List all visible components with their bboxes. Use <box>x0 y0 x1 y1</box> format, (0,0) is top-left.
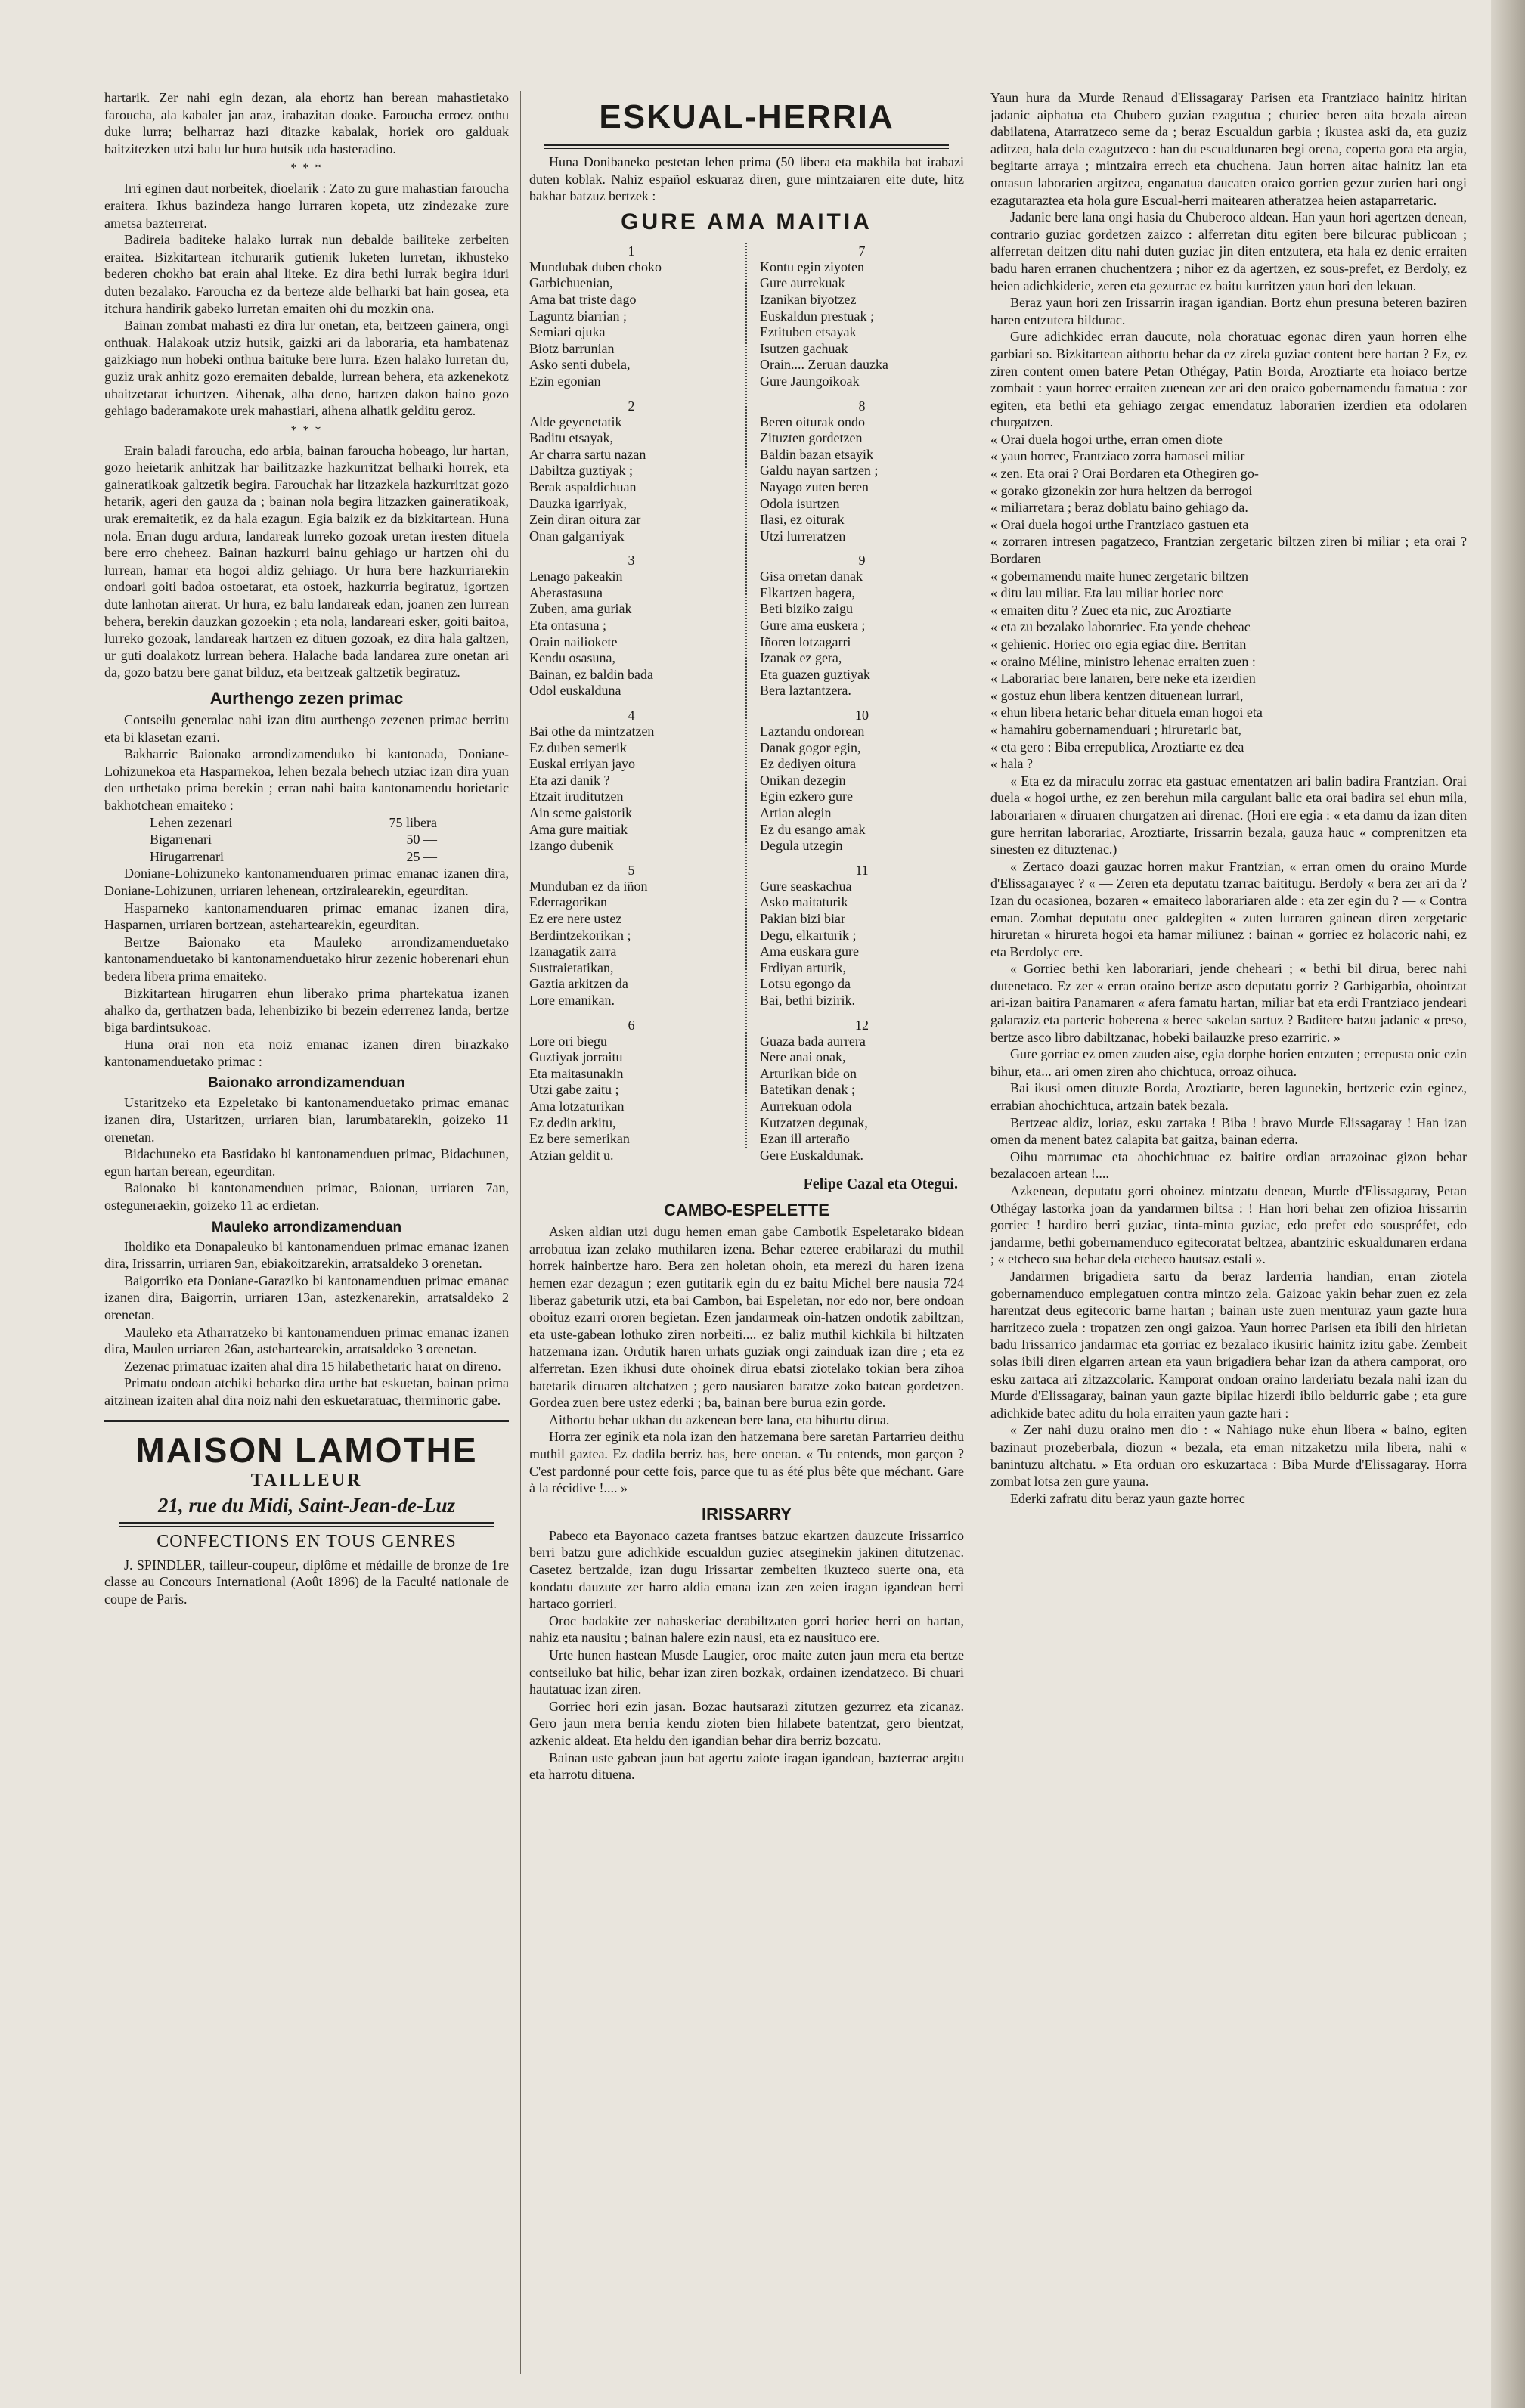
article-paragraph: Bakharric Baionako arrondizamenduko bi kantonada, Doniane-Lohizunekoa eta Hasparnekoa, lehen bezala behech utziac izan dira yuan den urthetako prima berekin ; erran nahi baita kantonamendu horietaric bakhotchean emaiteko : <box>104 746 509 813</box>
poem-stanza <box>529 398 733 545</box>
article-paragraph: Urte hunen hastean Musde Laugier, oroc maite zuten jaun mera eta bertze contseiluko bat hilic, behar izan ziren bozkak, ordainen izendatzeco. Bi chuari hautatuac izan ziren. <box>529 1647 964 1697</box>
page-fold-edge <box>1491 0 1525 2408</box>
poem-line: Beti biziko zaigu <box>760 601 853 617</box>
quote-line: « yaun horrec, Frantziaco zorra hamasei miliar <box>990 448 1245 464</box>
poem-line: Laguntz biarrian ; <box>529 308 627 324</box>
poem-line: Ilasi, ez oiturak <box>760 512 845 528</box>
ad-slogan: CONFECTIONS EN TOUS GENRES <box>157 1531 457 1551</box>
poem-line: Degula utzegin <box>760 838 843 854</box>
section-heading: CAMBO-ESPELETTE <box>664 1201 829 1220</box>
poem-line: Gure aurrekuak <box>760 275 845 291</box>
article-paragraph: Bai ikusi omen dituzte Borda, Aroztiarte, beren lagunekin, bertzeric ezin eginez, errabian ahochichtuca, artzain batek bezala. <box>990 1080 1467 1114</box>
article-paragraph: Huna orai non eta noiz emanac izanen diren birazkako kantonamenduetako primac : <box>104 1037 509 1069</box>
poem-line: Lenago pakeakin <box>529 569 623 584</box>
poem-line: Gure seaskachua <box>760 878 852 894</box>
article-paragraph: Contseilu generalac nahi izan ditu aurthengo zezenen primac berritu eta bi klasetan ezarri. <box>104 712 509 745</box>
stanza-number: 9 <box>858 553 866 569</box>
poem-line: Utzi gabe zaitu ; <box>529 1082 619 1098</box>
poem-line: Gisa orretan danak <box>760 569 863 584</box>
quote-line: « Orai duela hogoi urthe, erran omen diote <box>990 431 1223 447</box>
ad-description: J. SPINDLER, tailleur-coupeur, diplôme et médaille de bronze de 1re classe au Concours International (Août 1896) de la Faculté nationale de coupe de Paris. <box>104 1557 509 1607</box>
poem-line: Kutzatzen degunak, <box>760 1114 868 1130</box>
poem-signature: Felipe Cazal eta Otegui. <box>803 1176 958 1193</box>
poem-line: Nere anai onak, <box>760 1049 846 1065</box>
poem-line: Semiari ojuka <box>529 324 606 340</box>
poem-line: Mundubak duben choko <box>529 259 662 274</box>
poem-column-right <box>760 243 964 1172</box>
stanza-number: 2 <box>628 398 635 414</box>
poem-line: Eta azi danik ? <box>529 772 610 788</box>
article-paragraph: Iholdiko eta Donapaleuko bi kantonamenduen primac emanac izanen dira, Irissarrin, urriaren 9an, ebiakoitzarekin, arratsaldeko 3 orenetan. <box>104 1238 509 1272</box>
poem-line: Ar charra sartu nazan <box>529 446 646 462</box>
article-paragraph: Gure gorriac ez omen zauden aise, egia dorphe horien entzuten ; errepusta onic ezin bihur, eta... ari omen ziren aho chichtuca, orroaz oihuca. <box>990 1046 1467 1079</box>
poem-line: Aberastasuna <box>529 584 603 600</box>
poem-line: Dabiltza guztiyak ; <box>529 463 633 479</box>
poem-line: Guztiyak jorraitu <box>529 1049 623 1065</box>
poem-stanza <box>529 1017 733 1164</box>
poem-line: Batetikan denak ; <box>760 1082 855 1098</box>
poem-line: Nayago zuten beren <box>760 479 869 494</box>
ad-divider <box>119 1522 494 1527</box>
poem-line: Berdintzekorikan ; <box>529 927 631 943</box>
poem-line: Ezan ill arteraño <box>760 1131 850 1147</box>
quote-line: « zorraren intresen pagatzeco, Frantzian zergetaric biltzen ziren bi miliar ; eta orai ? Bordaren <box>990 534 1467 567</box>
poem-line: Lore emanikan. <box>529 992 615 1008</box>
poem-line: Atzian geldit u. <box>529 1147 614 1163</box>
poem-line: Baldin bazan etsayik <box>760 446 873 462</box>
prize-row: Lehen zezenari 75 libera <box>150 814 437 830</box>
quote-line: « Orai duela hogoi urthe Frantziaco gastuen eta <box>990 516 1249 532</box>
article-paragraph: hartarik. Zer nahi egin dezan, ala ehortz han berean mahastietako faroucha, ala kabaler jan araz, irabazitan doake. Faroucha erroez onthu duke lurra; belharraz hazi ditazke kabalak, horiek oro galduak baitzitezken utzi balu lur hura hutsik uda hasteradino. <box>104 90 509 157</box>
article-paragraph: Gorriec hori ezin jasan. Bozac hautsarazi zitutzen gezurrez eta zicanaz. Gero jaun mera berria kendu zioten bien hilabete batentzat, gero bientzat, azkenic aldeat. Eta heldu den igandian behar dira berriz bozcatu. <box>529 1698 964 1748</box>
poem-line: Ederragorikan <box>529 894 607 910</box>
article-paragraph: Primatu ondoan atchiki beharko dira urthe bat eskuetan, bainan prima aitzinean izaiten ahal dira noiz nahi den eskuetaratuac, therminoric gabe. <box>104 1375 509 1408</box>
poem-line: Euskaldun prestuak ; <box>760 308 874 324</box>
poem-line: Guaza bada aurrera <box>760 1033 866 1049</box>
poem-line: Orain.... Zeruan dauzka <box>760 357 888 373</box>
article-paragraph: Aithortu behar ukhan du azkenean bere lana, eta bihurtu dirua. <box>549 1412 890 1427</box>
poem-line: Zuben, ama guriak <box>529 601 632 617</box>
poem-line: Degu, elkarturik ; <box>760 927 857 943</box>
ad-address: 21, rue du Midi, Saint-Jean-de-Luz <box>157 1493 456 1517</box>
poem-line: Izanikan biyotzez <box>760 291 857 307</box>
article-paragraph: Oihu marrumac eta ahochichtuac ez baitire ordian arrazoinac gizon behar bezalacoen artean !.... <box>990 1148 1467 1182</box>
article-paragraph: Irri eginen daut norbeitek, dioelarik : Zato zu gure mahastian faroucha eraitera. Ikhus bazindeza hango lurraren kopeta, utz zindezake zure ametsa bazterrerat. <box>104 181 509 231</box>
poem-line: Izango dubenik <box>529 838 614 854</box>
poem-stanza <box>760 862 964 1009</box>
poem-line: Kontu egin ziyoten <box>760 259 864 274</box>
poem-line: Utzi lurreratzen <box>760 528 846 544</box>
article-paragraph: « Gorriec bethi ken laborariari, jende cheheari ; « bethi bil dirua, berec nahi dutenetaco. Ez zer « erran oraino bertze asco deputatu gorriz ? Garbigarbia, ohointzat ari-izan baitira Panamaren « afera famatu hartan, miliar bat eta erdi Frantziaco jendeari galaraziz eta parteric hoberena « berec sakelan sartuz ? Baditere batzu jadanic « preso, bertze asco libro dabiltzanac, hobeki bailauzke preso ezarriric. » <box>990 961 1467 1045</box>
article-paragraph: Bainan zombat mahasti ez dira lur onetan, eta, bertzeen gainera, ongi onthuak. Halakoak utziz hutsik, gaizki ari da laboraria, eta hambatenaz gaizkiago nun hobeki onthua baituke bere lurra. Ezen halako lurretan du, guziz urak anhitz gozo eremaiten debalde, lurrean behera, eta azkenekotz uhaitzetarat ichurtzen. Aihenak, alha deno, hartzen dakon baino gozo gehiago baderamakote urek mahastiari, aihena alhatik gelditu geroz. <box>104 318 509 419</box>
section-stars: * * * <box>290 162 323 175</box>
column-middle <box>529 89 964 2378</box>
poem-line: Izanagatik zarra <box>529 944 617 959</box>
poem-line: Alde geyenetatik <box>529 414 622 429</box>
stanza-number: 6 <box>628 1017 635 1033</box>
quote-line: « gobernamendu maite hunec zergetaric biltzen <box>990 568 1249 584</box>
subsection-heading: Baionako arrondizamenduan <box>208 1075 405 1092</box>
article-paragraph: Horra zer eginik eta nola izan den hatzemana bere saretan Partarrieu deithu muthil gaztea. Ez dadila berriz has, bere onetan. « Tu entends, mon garçon ? C'est pardonné pour cette fois, parce que tu as été plus bête que méchant. Gare à la récidive !.... » <box>529 1429 964 1496</box>
poem-line: Isutzen gachuak <box>760 340 848 356</box>
poem-line: Ez dediyen oitura <box>760 756 856 772</box>
poem-stanza <box>760 552 964 699</box>
article-paragraph: Baionako bi kantonamenduen primac, Baionan, urriaren 7an, osteguneraekin, goizeko 11 ac erdietan. <box>104 1180 509 1213</box>
poem-title: GURE AMA MAITIA <box>621 209 873 234</box>
poem-line: Bai, bethi bizirik. <box>760 992 855 1008</box>
article-paragraph: Azkenean, deputatu gorri ohoinez mintzatu denean, Murde d'Elissagaray, Petan Othégay lastorka joan da yandarmen biltsa : ! Han hori behar zen ofizioa Irissarrin gorriec ! hardiro berri guziac, tinta-minta guziac, edo prefet edo souspréfet, edo jandarme, bethi gobernamenduco egitecoratat beltzea, abantziric eskualdunaren erdana ; « etcheco sua behar dela etcheco hautsaz estali ». <box>990 1183 1467 1267</box>
poem-line: Izanak ez gera, <box>760 650 842 666</box>
poem-line: Dauzka igarriyak, <box>529 495 627 511</box>
poem-line: Bainan, ez baldin bada <box>529 666 653 682</box>
article-paragraph: « Eta ez da miraculu zorrac eta gastuac ementatzen ari balin badira Frantzian. Orai duela « hogoi urthe, ez zen berehun mila cargulant balic eta orai badira sei ehun mila, laborariaren « diruaren churgatzen ari direnac. (Hori ere egia : « eta damu da izan diten gure herritan laborariac, Aroztiarte, Irissarrin bezala, gauza hauc « comprenitzen eta sinesten ez dituztenac.) <box>990 773 1467 857</box>
poem-line: Asko senti dubela, <box>529 357 631 373</box>
poem-line: Bera laztantzera. <box>760 683 851 699</box>
poem-line: Odola isurtzen <box>760 495 840 511</box>
article-paragraph: « Zer nahi duzu oraino men dio : « Nahiago nuke ehun libera « baino, egiten bazinaut prozeberbala, diozun « bezala, eta eman nitzaketzu mila libera, nahi « banintuzu altchatu. » Eta orduan oro eskuzartaca : Biba Murde d'Elissagaray. Horra zombat lotsa zen gure yauna. <box>990 1422 1467 1489</box>
poem-line: Ez bere semerikan <box>529 1131 630 1147</box>
poem-line: Lotsu egongo da <box>760 976 851 992</box>
article-paragraph: Jadanic bere lana ongi hasia du Chuberoco aldean. Han yaun hori agertzen denean, contrario guziac gordetzen zaizco : alferretan ditu egiten bere bilcurac publicoan ; alferretan deitzen ditu nahi duten guziac jin diten entzutera, eta hala ez denic erraiten badu haren erranen chuchentzera ; nihor ez da agertzen, ez sous-prefet, ez Berdoly, ez heien adichkiderie, zeren eta gezurrac ez baitu kurritzen yaun hori den lekuan. <box>990 209 1467 293</box>
poem-line: Iñoren lotzagarri <box>760 634 851 649</box>
poem-line: Kendu osasuna, <box>529 650 615 666</box>
advertisement <box>104 1420 509 1608</box>
masthead-title: ESKUAL-HERRIA <box>599 98 894 135</box>
prize-row: Bigarrenari 50 — <box>150 832 437 848</box>
article-paragraph: Erain baladi faroucha, edo arbia, bainan faroucha hobeago, lur hartan, gozo heietarik anhitzak har bailitzazke hazkurritzat belharki horrek, eta gaineratikoak galtzetik begira. Farouchak har litzazkela hazkurritzat gozo hetarik, ageri den gauza da ; bainan nola begira litzazken gaineratikoak, urak eremaitetik, ez da hala ezagun. Egia baizik ez da bizkitartean. Huna nola. Erran dugu ardura, landareak lurreko gozoak uretan iresten dituela bere erro cheheez. Bainan hazkurri bainu gehiago ur hartzen ohi du lurrean, hamar eta hogoi aldiz gehiago. Ur hura bere hazkurriarekin ondoari goiti badoa ostoetarat, eta ostoek, hazkurria begiratuz, igortzen dute lanhotan airerat. Ur hura, ez balu landareak edan, joanen zen lurrean behera, berekin dauzkan gozoekin ; eta nola, landareari esker, goiti baitoa, lurreko gozoak, landareak hartzen ez dituen gozoak, ez dira hala galtzen, ur guti doalakotz lurrean behera. Halache bada landarea zure onetan ari da, gozo batzu bere ganat bilduz, eta bertzeak galtzetik begiratuz. <box>104 442 509 680</box>
article-paragraph: Huna Donibaneko pestetan lehen prima (50 libera eta makhila bat irabazi duten koblak. Nahiz español eskuaraz diren, gure mintzaiaren eite dute, hitz bakhar batzuz bertzek : <box>529 154 964 204</box>
article-paragraph: Hasparneko kantonamenduaren primac emanac izanen dira, Hasparnen, urriaren bortzean, astehartearekin, egeurditan. <box>104 900 509 933</box>
masthead-divider <box>544 144 949 149</box>
poem-line: Aurrekuan odola <box>760 1098 852 1114</box>
quote-line: « eta gero : Biba errepublica, Aroztiarte ez dea <box>990 739 1244 755</box>
poem-line: Ezin egonian <box>529 373 601 389</box>
article-paragraph: Bertze Baionako eta Mauleko arrondizamenduetako kantonamenduetako bi kantonamenduetako hirur zezenic hoberenari ehun bedera libera prima emaiteko. <box>104 934 509 984</box>
quote-line: « emaiten ditu ? Zuec eta nic, zuc Aroztiarte <box>990 602 1232 618</box>
article-paragraph: Bizkitartean hirugarren ehun liberako prima phartekatua izanen ahalko da, gerthatzen bada, lehenbiziko bi bezein ederrenez landa, bertze biga bardintsukoac. <box>104 985 509 1035</box>
article-paragraph: Mauleko eta Atharratzeko bi kantonamenduen primac emanac izanen dira, Maulen urriaren 26an, astehartearekin, arratsaldeko 3 orenetan. <box>104 1324 509 1357</box>
quote-line: « gostuz ehun libera kentzen dituenean lurrari, <box>990 687 1244 703</box>
poem-line: Munduban ez da iñon <box>529 878 648 894</box>
poem-line: Ama bat triste dago <box>529 291 637 307</box>
ad-trade: TAILLEUR <box>250 1470 363 1490</box>
poem-column-left <box>529 243 733 1172</box>
poem-line: Ain seme gaistorik <box>529 805 632 820</box>
poem-stanza <box>529 707 733 854</box>
stanza-number: 10 <box>855 708 869 724</box>
article-paragraph: Yaun hura da Murde Renaud d'Elissagaray Parisen eta Frantziaco hainitz hiritan jadanic aiphatua eta Chubero guzian ezagutua ; churiec beren aita bezala airean dabilatena, Atarratzeco seme da ; beraz Escualdun garbia ; ikustea aski da, eta guziz aditzea, hala dela ezagutzeco : han du escualdunaren begi orena, coperta gora eta argia, begitarte arraya ; mintzaira errech eta chuchena. Jaun horren aitac hainitz lan eta ontasun laborarien argitzea, enganatua daucaten oraico gorrien gezur zurien hari ongi ezagutaraztea eta hola gure Escual-herri maitearen atheratzea heien astaparretaric. <box>990 90 1467 208</box>
article-paragraph: Bertzeac aldiz, loriaz, esku zartaka ! Biba ! bravo Murde Elissagaray ! Han izan omen da menent batez calapita bat gaitza, bainan ederra. <box>990 1114 1467 1148</box>
poem-line: Laztandu ondorean <box>760 724 865 739</box>
quote-line: « hamahiru gobernamenduari ; hiruretaric bat, <box>990 721 1241 737</box>
poem-line: Eta ontasuna ; <box>529 618 606 634</box>
poem-line: Lore ori biegu <box>529 1033 607 1049</box>
poem-line: Ama euskara gure <box>760 944 859 959</box>
poem-line: Gure Jaungoikoak <box>760 373 860 389</box>
quote-line: « ditu lau miliar. Eta lau miliar horiec norc <box>990 585 1223 601</box>
poem-line: Artian alegin <box>760 805 832 820</box>
stanza-number: 3 <box>628 553 635 569</box>
poem-stanza <box>529 243 733 390</box>
poem-line: Gure ama euskera ; <box>760 618 866 634</box>
poem-line: Onikan dezegin <box>760 772 846 788</box>
quote-line: « oraino Méline, ministro lehenac erraiten zuen : <box>990 653 1256 669</box>
poem-line: Erdiyan arturik, <box>760 959 846 975</box>
poem-line: Garbichuenian, <box>529 275 613 291</box>
article-paragraph: Ederki zafratu ditu beraz yaun gazte horrec <box>1010 1490 1245 1506</box>
quote-line: « miliarretara ; beraz doblatu baino gehiago da. <box>990 500 1248 516</box>
poem-line: Biotz barrunian <box>529 340 615 356</box>
poem-line: Berak aspaldichuan <box>529 479 637 494</box>
article-paragraph: Gure adichkidec erran daucute, nola choratuac egonac diren yaun horren elhe garbiari so. Bizkitartean aithortu behar da ez zirela guziac content bere hartan ? Ez, ez ziren content omen batere Petan Othégay, Patin Borda, Aroztiarte eta hoiaco bertze zombait : yaun horrec erraiten zuenean zer ari den oraico gobernamendu famatua : zor egiten, eta bethi eta gehiago zergac emendatuz laborarien izerdien eta odolaren churgatzen. <box>990 329 1467 430</box>
poem-line: Bai othe da mintzatzen <box>529 724 655 739</box>
stanza-number: 11 <box>855 862 869 878</box>
quoted-speech <box>990 431 1467 773</box>
article-paragraph: Badireia baditeke halako lurrak nun debalde bailiteke zerbeiten eraitea. Bizkitartean itchurarik gutienik luketen lurretan, ikhusteko bederen chokho bat erain ahal liteke. Ez dira bethi lurrak begira iduri duten bezalako. Faroucha ez da berteze alde belharki bat hain gosea, eta itchura handirik gabeko lurretan emaiten ohi du mozkin ona. <box>104 232 509 316</box>
poem-line: Eztituben etsayak <box>760 324 857 340</box>
quote-line: « gorako gizonekin zor hura heltzen da berrogoi <box>990 482 1253 498</box>
article-paragraph: Baigorriko eta Doniane-Garaziko bi kantonamenduen primac emanac izanen dira, Baigorrin, urriaren 13an, astezkenarekin, arratsaldeko 2 orenetan. <box>104 1272 509 1322</box>
poem-line: Odol euskalduna <box>529 683 621 699</box>
poem-line: Orain nailiokete <box>529 634 618 649</box>
stanza-number: 8 <box>858 398 866 414</box>
article-paragraph: Bidachuneko eta Bastidako bi kantonamenduen primac, Bidachunen, egun hartan berean, egeurditan. <box>104 1146 509 1179</box>
article-paragraph: Ustaritzeko eta Ezpeletako bi kantonamenduetako primac emanac izanen dira, Ustaritzen, urriaren bian, larumbatarekin, goizeko 11 orenetan. <box>104 1095 509 1145</box>
article-paragraph: Pabeco eta Bayonaco cazeta frantses batzuc ekartzen dauzcute Irissarrico berri batzu gure adichkide escualdun guziec atseginekin jakinen ditutzenac. Casetez bertzalde, izan dugu Irissartar zembeiten ikuzteco suerte ona, eta kondatu dauzute zer harro aldia emana izan zen zeien iragan igandean herri hartaco gorrieri. <box>529 1527 964 1612</box>
poem-line: Baditu etsayak, <box>529 430 613 446</box>
stanza-number: 12 <box>855 1017 869 1033</box>
subsection-heading: Mauleko arrondizamenduan <box>211 1219 402 1235</box>
article-paragraph: Beraz yaun hori zen Irissarrin iragan igandian. Bortz ehun presuna beteren baziren haren entzutera bildurac. <box>990 295 1467 327</box>
article-paragraph: Jandarmen brigadiera sartu da beraz larderria handian, erran ziotela gobernamenduco emplegatuen contra mintzo zela. Gaizoac yakin behar zuen ez zela harentzat deus egitecoric barne hartan ; bainan uste zuen menturaz yaun gazte hura harritzeco zuela : tropatzen zen ongi gaizoa. Yaun horrec Parisen eta ibili den hirietan badu Irissarrico jandarmac eta gorriac ez bezalaco ikusiric hainitz izitu gabe. Zembeit solas ibili diren elgarren artean eta yaun brigadiera behar izan da athera camporat, oro esku zartaca ari zitzazcolaric. Kamporat ondoan oraino larderiatu bezala nahi izan du Murde d'Elissagaray, bainan yaun gazte bipilac hizerdi ibilo beldurric gabe ; eta gure adichkide batec aditu du hola erraiten yaun gazte hari : <box>990 1268 1467 1421</box>
poem-line: Euskal erriyan jayo <box>529 756 635 772</box>
quote-line: « ehun libera hetaric behar dituela eman hogoi eta <box>990 705 1263 721</box>
article-paragraph: Doniane-Lohizuneko kantonamenduaren primac emanac izanen dira, Doniane-Lohizunen, urriaren lehenean, ortziralearekin, egeurditan. <box>104 866 509 898</box>
poem-stanza <box>529 862 733 1009</box>
section-heading: Aurthengo zezen primac <box>209 689 404 708</box>
poem-line: Gaztia arkitzen da <box>529 976 628 992</box>
section-heading: IRISSARRY <box>702 1504 792 1523</box>
poem-line: Eta maitasunakin <box>529 1065 624 1081</box>
prize-row: Hirugarrenari 25 — <box>150 848 437 864</box>
poem-line: Beren oiturak ondo <box>760 414 865 429</box>
column-rule <box>520 91 521 2374</box>
article-paragraph: « Zertaco doazi gauzac horren makur Frantzian, « erran omen du oraino Murde d'Elissagarayec ? « — Zeren eta deputatu tzarrac baititugu. Berdoly « bera zer ari da ? Izan du ocasionea, bozaren « emaiteco laborariaren alde : eta zer egin du ? — « Contra eman. Zombat deputatu onec galdegiten « zuten lurraren gainean diren zergetaric hiruretan « hirureta hogoi eta hamar miliunez : bainan « gorriec ez holacoric nahi, ez eta Berdolyc ere. <box>990 858 1467 959</box>
poem-stanza <box>760 243 964 390</box>
stanza-number: 7 <box>858 243 866 259</box>
article-paragraph: Asken aldian utzi dugu hemen eman gabe Cambotik Espeletarako bidean arrobatua izan zelako muthilaren izena. Behar ezteree erabilarazi du muthil horrek hainbertze haro. Bera zen holetan ohoin, eta merezi du haren izena hemen ezar dezagun ; ezen gutitarik egin du ez baitu Michel bere nausia 724 liberaz gabeturik utzi, eta bai Cambon, bai Espeletan, nor edo nor, bere ondoan oboituz ezarri ororen begietan. Ezen jandarmeak oin-hatzen ondotik zabiltzan, eta uste-gabean lothuko ziren norbeiti.... ez baliz muthil kichkila bi hiltzaten hatzemana izan. Ordutik haren urhats guziak ongi zainduak izan dire ; eta ez alferretan. Ezen ikhusi dute ohoinek dirua ebatsi ziotelako tokian bera zihoa batetarik diruaren altchatzen ; gero nausiaren baratze zoko batean gordetzen. Gordea zuen bere ustez ederki ; ba, bainan bere burua ezin gorde. <box>529 1224 964 1411</box>
poem-line: Pakian bizi biar <box>760 910 845 926</box>
poem-line: Ez dedin arkitu, <box>529 1114 616 1130</box>
poem-line: Ez du esango amak <box>760 821 866 837</box>
poem-line: Ama gure maitiak <box>529 821 628 837</box>
article-paragraph: Oroc badakite zer nahaskeriac derabiltzaten gorri horiec herri on hartan, nahiz eta nausitu ; bainan halere ezin nausi, eta ez nausituco ere. <box>529 1613 964 1646</box>
poem-line: Ez duben semerik <box>529 739 627 755</box>
poem-line: Arturikan bide on <box>760 1065 857 1081</box>
poem-line: Galdu nayan sartzen ; <box>760 463 879 479</box>
column-left <box>104 89 509 2378</box>
poem-line: Asko maitaturik <box>760 894 848 910</box>
poem-line: Onan galgarriyak <box>529 528 625 544</box>
poem-line: Zein diran oitura zar <box>529 512 641 528</box>
section-stars: * * * <box>290 423 323 437</box>
quote-line: « gehienic. Horiec oro egia egiac dire. Berritan <box>990 637 1247 652</box>
stanza-number: 4 <box>628 708 635 724</box>
quote-line: « hala ? <box>990 756 1033 772</box>
poem-stanza <box>760 1017 964 1164</box>
poem-line: Ez ere nere ustez <box>529 910 622 926</box>
poem-stanza <box>760 707 964 854</box>
quote-line: « Laborariac bere lanaren, bere neke eta izerdien <box>990 671 1256 686</box>
column-right <box>990 89 1467 2378</box>
poem-line: Sustraietatikan, <box>529 959 614 975</box>
poem-divider <box>745 243 747 1149</box>
ad-shop-name: MAISON LAMOTHE <box>135 1430 478 1470</box>
poem-line: Egin ezkero gure <box>760 789 853 804</box>
article-paragraph: Zezenac primatuac izaiten ahal dira 15 hilabethetaric harat on direno. <box>124 1358 501 1374</box>
stanza-number: 5 <box>628 862 635 878</box>
stanza-number: 1 <box>628 243 635 259</box>
poem <box>529 243 964 1172</box>
poem-line: Gere Euskaldunak. <box>760 1147 863 1163</box>
poem-line: Ama lotzaturikan <box>529 1098 625 1114</box>
article-paragraph: Bainan uste gabean jaun bat agertu zaiote iragan igandean, bazterrac argitu eta harrotu dituena. <box>529 1749 964 1783</box>
poem-line: Etzait iruditutzen <box>529 789 624 804</box>
poem-line: Zituzten gordetzen <box>760 430 863 446</box>
poem-stanza <box>760 398 964 545</box>
quote-line: « eta zu bezalako laborariec. Eta yende cheheac <box>990 619 1251 635</box>
poem-line: Danak gogor egin, <box>760 739 861 755</box>
quote-line: « zen. Eta orai ? Orai Bordaren eta Othegiren go- <box>990 466 1259 482</box>
poem-line: Elkartzen bagera, <box>760 584 855 600</box>
poem-line: Eta guazen guztiyak <box>760 666 870 682</box>
poem-stanza <box>529 552 733 699</box>
